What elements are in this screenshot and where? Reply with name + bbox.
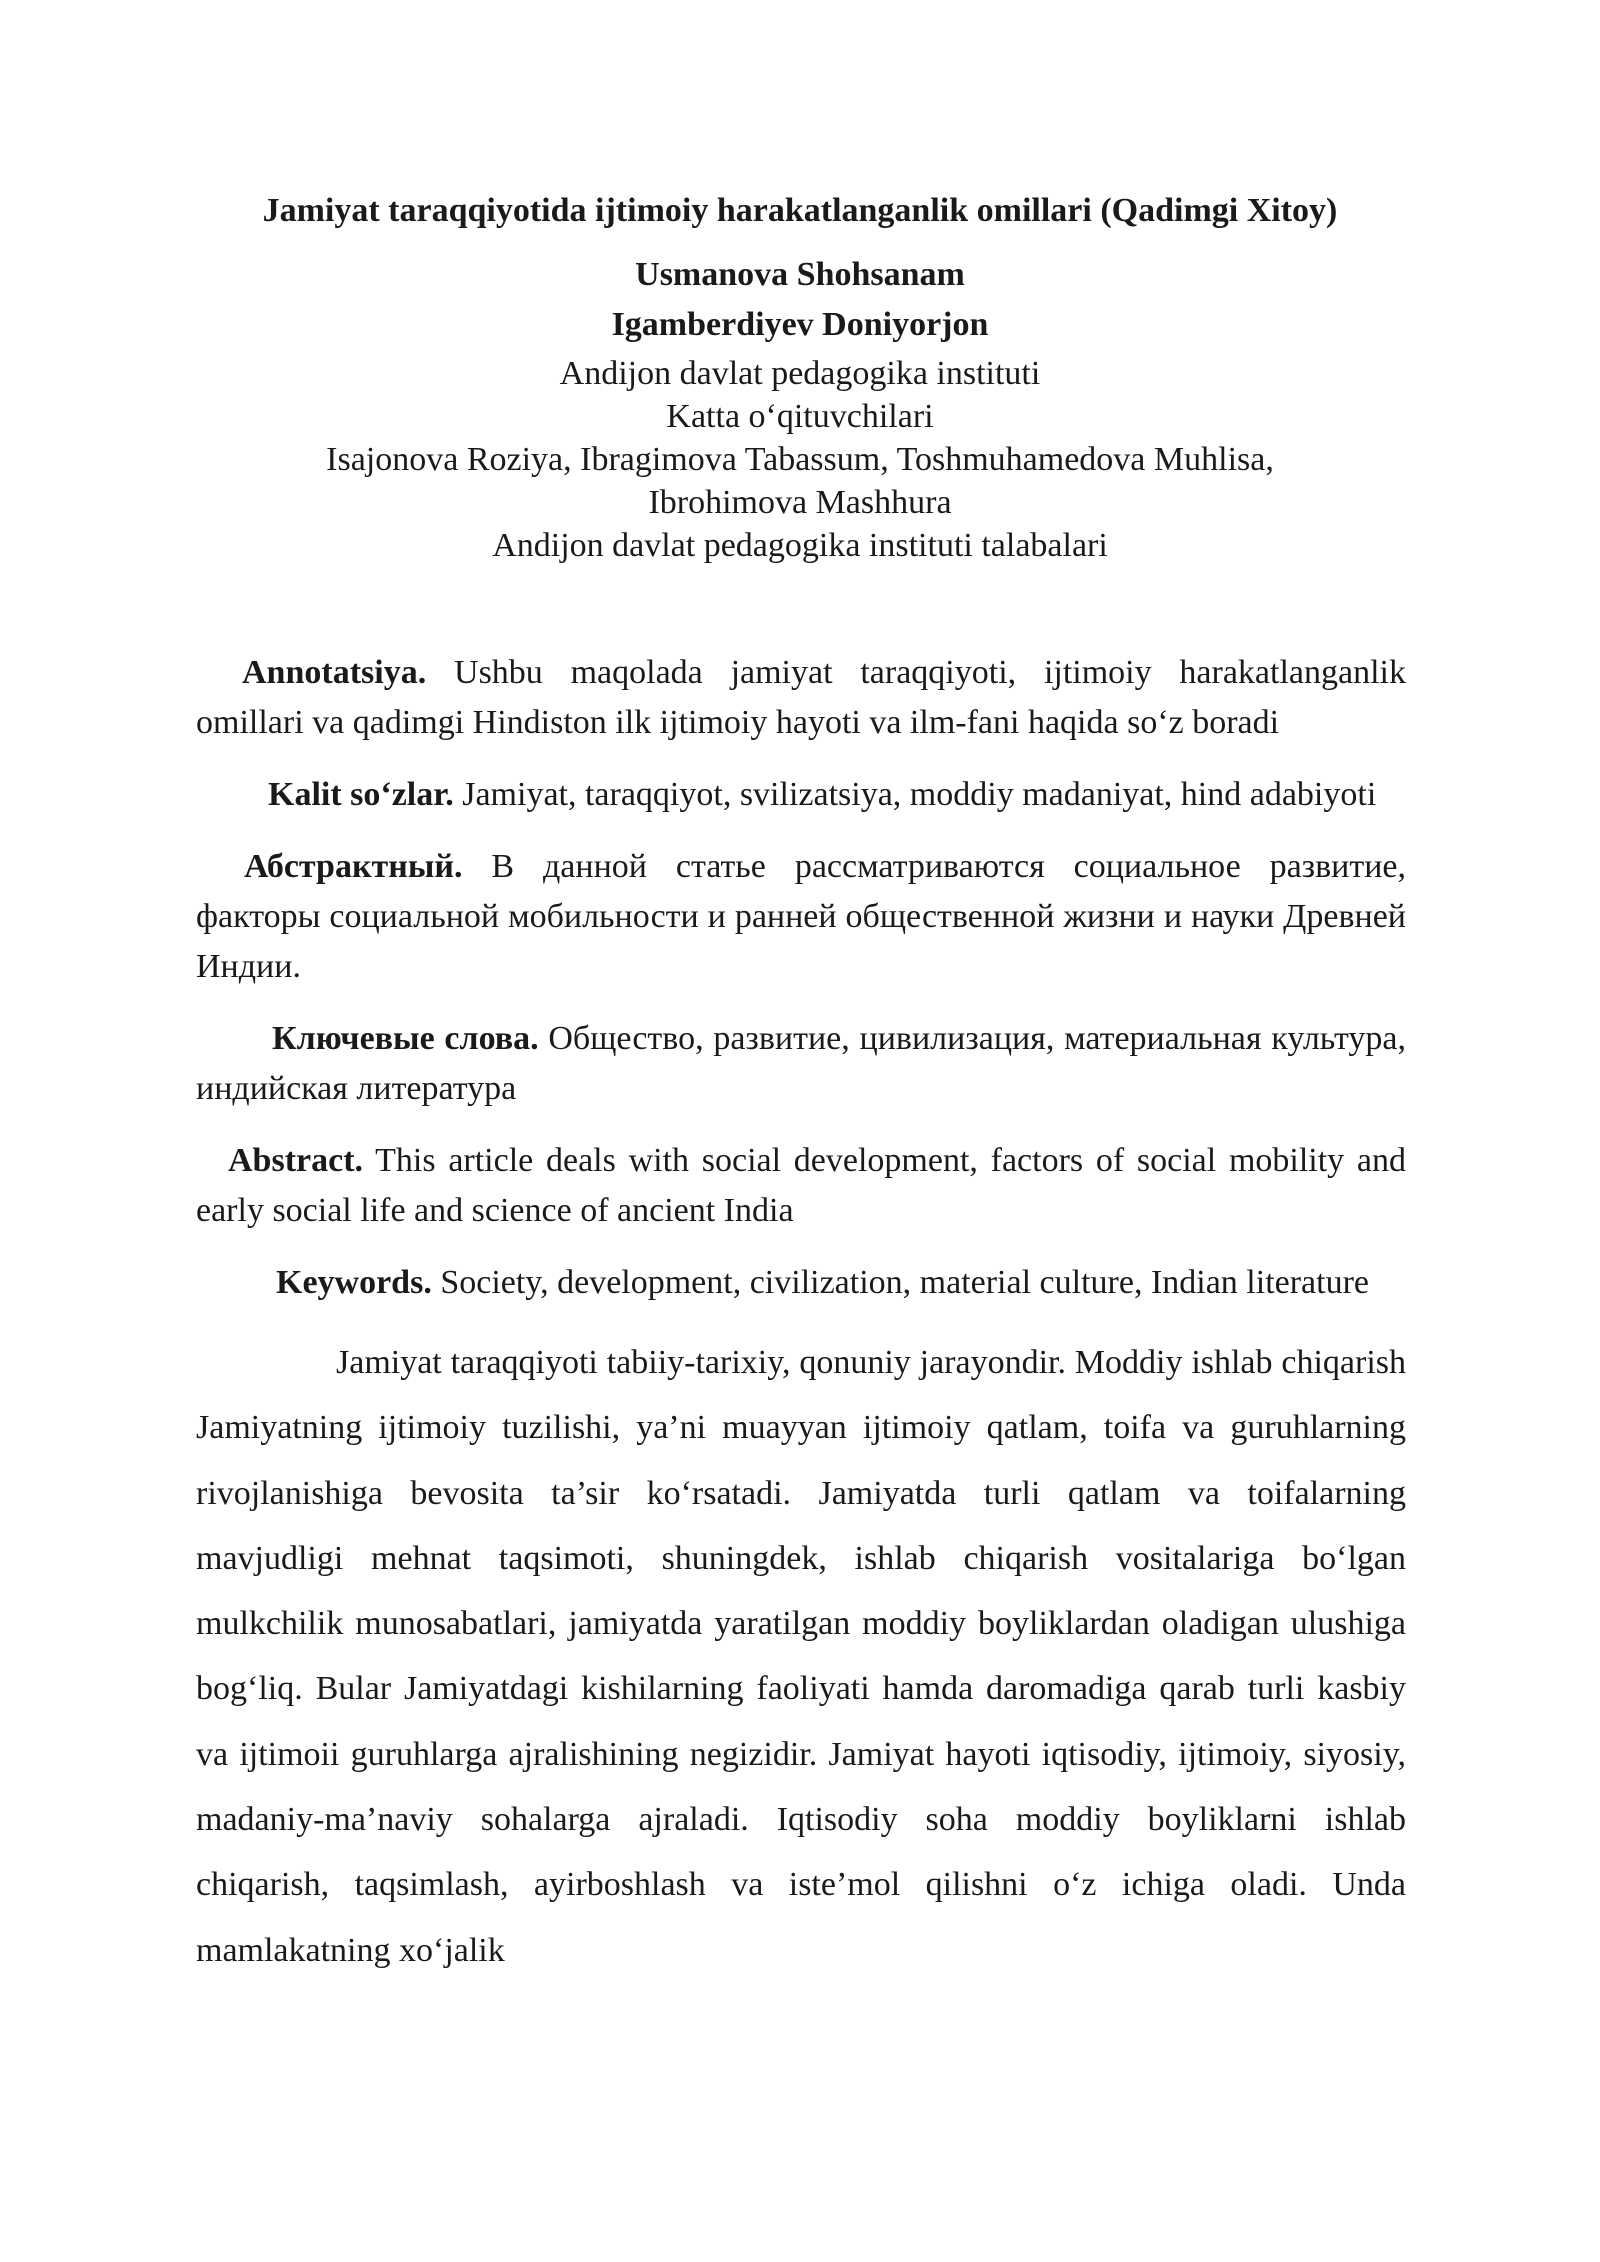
- affiliation-line: Isajonova Roziya, Ibragimova Tabassum, Toshmuhamedova Muhlisa,: [326, 441, 1274, 478]
- keywords-ru-text: Общество, развитие, цивилизация, материальная культура, индийская литература: [196, 1020, 1407, 1107]
- annotation-text: Ushbu maqolada jamiyat taraqqiyoti, ijtimoiy harakatlanganlik omillari va qadimgi Hindiston ilk ijtimoiy hayoti va ilm-fani haqida so‘z boradi: [196, 654, 1406, 741]
- paper-title: Jamiyat taraqqiyotida ijtimoiy harakatlanganlik omillari (Qadimgi Xitoy): [262, 192, 1338, 229]
- abstract-ru-text: В данной статье рассматриваются социальное развитие, факторы социальной мобильности и ранней общественной жизни и науки Древней Индии.: [196, 848, 1406, 985]
- keywords-uz-label: Kalit so‘zlar.: [268, 776, 454, 813]
- keywords-en-paragraph: [196, 1258, 1406, 1308]
- abstract-ru-paragraph: [196, 842, 1406, 992]
- keywords-uz-paragraph: [196, 770, 1406, 820]
- affiliation-line: Andijon davlat pedagogika instituti talabalari: [492, 527, 1108, 564]
- abstract-en-label: Abstract.: [228, 1142, 364, 1179]
- keywords-en-label: Keywords.: [276, 1264, 432, 1301]
- keywords-ru-paragraph: [196, 1014, 1406, 1114]
- body-paragraph: Jamiyat taraqqiyoti tabiiy-tarixiy, qonuniy jarayondir. Moddiy ishlab chiqarish Jamiyatning ijtimoiy tuzilishi, ya’ni muayyan ijtimoiy qatlam, toifa va guruhlarning rivojlanishiga bevosita ta’sir ko‘rsatadi. Jamiyatda turli qatlam va toifalarning mavjudligi mehnat taqsimoti, shuningdek, ishlab chiqarish vositalariga bo‘lgan mulkchilik munosabatlari, jamiyatda yaratilgan moddiy boyliklardan oladigan ulushiga bog‘liq. Bular Jamiyatdagi kishilarning faoliyati hamda daromadiga qarab turli kasbiy va ijtimoii guruhlarga ajralishining negizidir. Jamiyat hayoti iqtisodiy, ijtimoiy, siyosiy, madaniy-ma’naviy sohalarga ajraladi. Iqtisodiy soha moddiy boyliklarni ishlab chiqarish, taqsimlash, ayirboshlash va iste’mol qilishni o‘z ichiga oladi. Unda mamlakatning xo‘jalik: [196, 1344, 1406, 1969]
- affiliation-line: Katta o‘qituvchilari: [666, 398, 934, 435]
- abstract-en-text: This article deals with social development, factors of social mobility and early social life and science of ancient India: [196, 1142, 1406, 1229]
- affiliation-line: Ibrohimova Mashhura: [648, 484, 952, 521]
- paper-body: [196, 648, 1406, 1983]
- paper-header: [0, 188, 1600, 567]
- annotation-label: Annotatsiya.: [242, 654, 427, 691]
- abstract-en-paragraph: [196, 1136, 1406, 1236]
- keywords-ru-label: Ключевые слова.: [272, 1020, 539, 1057]
- affiliation-line: Andijon davlat pedagogika instituti: [559, 355, 1041, 392]
- keywords-en-text: Society, development, civilization, material culture, Indian literature: [431, 1264, 1370, 1301]
- keywords-uz-text: Jamiyat, taraqqiyot, svilizatsiya, moddiy madaniyat, hind adabiyoti: [453, 776, 1377, 813]
- annotation-paragraph: [196, 648, 1406, 748]
- author-name: Igamberdiyev Doniyorjon: [611, 306, 989, 343]
- author-name: Usmanova Shohsanam: [635, 256, 965, 293]
- abstract-ru-label: Абстрактный.: [244, 848, 463, 885]
